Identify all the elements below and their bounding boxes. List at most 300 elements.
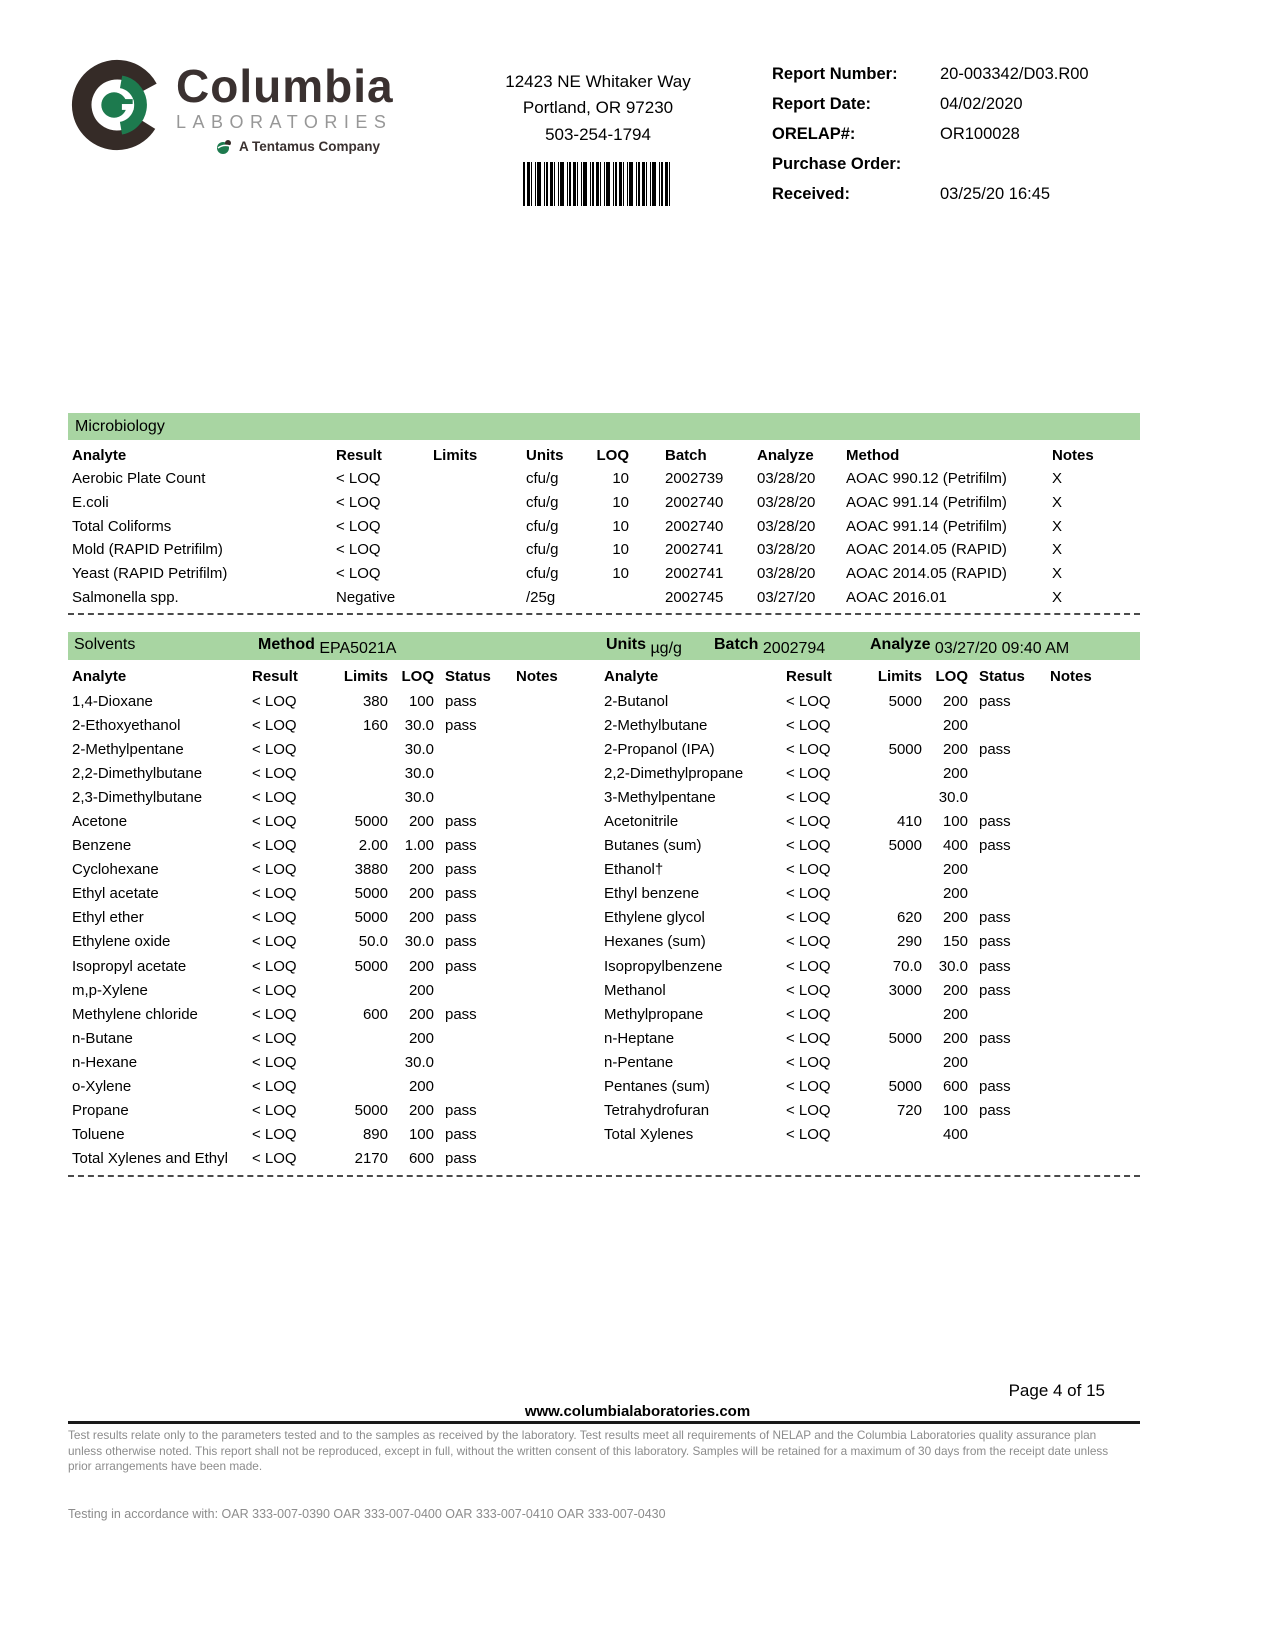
cell-method: AOAC 990.12 (Petrifilm)	[846, 470, 1007, 488]
table-row	[68, 538, 1140, 562]
report-number-value: 20-003342/D03.R00	[940, 65, 1089, 83]
table-row	[68, 834, 600, 858]
cell-result: < LOQ	[786, 764, 831, 782]
cell-analyze: 03/28/20	[757, 494, 816, 512]
table-row	[600, 954, 1140, 978]
cell-result: < LOQ	[786, 813, 831, 831]
table-row	[68, 1075, 600, 1099]
cell-loq: 100	[942, 813, 968, 831]
cell-method: AOAC 991.14 (Petrifilm)	[846, 494, 1007, 512]
cell-loq: 200	[942, 1005, 968, 1023]
cell-notes: X	[1052, 470, 1063, 488]
microbiology-section-title: Microbiology	[68, 413, 1140, 440]
table-row	[600, 1075, 1140, 1099]
cell-limits: 5000	[888, 837, 922, 855]
table-row	[600, 1050, 1140, 1074]
table-row	[68, 930, 600, 954]
cell-limits: 5000	[354, 813, 388, 831]
cell-result: < LOQ	[252, 909, 297, 927]
cell-analyte: Ethyl benzene	[604, 885, 700, 903]
table-row	[600, 809, 1140, 833]
table-row	[600, 834, 1140, 858]
table-row	[68, 737, 600, 761]
cell-result: < LOQ	[252, 1102, 297, 1120]
cell-loq: 100	[408, 1126, 434, 1144]
orelap-value: OR100028	[940, 125, 1020, 143]
table-row	[68, 954, 600, 978]
cell-analyte: 2-Butanol	[604, 692, 669, 710]
cell-analyze: 03/28/20	[757, 470, 816, 488]
col-method: Method	[846, 447, 900, 464]
orelap-label: ORELAP#:	[772, 125, 856, 143]
col-limits: Limits	[343, 668, 388, 685]
cell-loq: 10	[612, 541, 629, 559]
solvents-section-header	[68, 632, 1140, 660]
cell-method: AOAC 991.14 (Petrifilm)	[846, 517, 1007, 535]
cell-status: pass	[445, 1005, 477, 1023]
cell-status: pass	[445, 933, 477, 951]
cell-loq: 10	[612, 517, 629, 535]
analyze-label: Analyze	[870, 636, 931, 653]
cell-batch: 2002740	[665, 517, 724, 535]
cell-analyte: 3-Methylpentane	[604, 788, 716, 806]
cell-analyte: Ethyl ether	[72, 909, 144, 927]
cell-loq: 200	[408, 1005, 434, 1023]
cell-analyte: Tetrahydrofuran	[604, 1102, 710, 1120]
microbiology-header-row	[68, 440, 1140, 467]
logo-name: Columbia	[176, 60, 394, 112]
cell-analyte: Acetonitrile	[604, 813, 679, 831]
col-limits: Limits	[433, 447, 478, 464]
cell-loq: 200	[942, 885, 968, 903]
cell-result: < LOQ	[252, 933, 297, 951]
columbia-logo	[68, 55, 468, 206]
cell-result: < LOQ	[336, 517, 381, 535]
solvents-units	[606, 636, 682, 657]
cell-limits: 2170	[354, 1150, 388, 1168]
table-row	[68, 858, 600, 882]
cell-result: < LOQ	[786, 933, 831, 951]
cell-limits: 290	[896, 933, 922, 951]
cell-analyte: 2-Methylbutane	[604, 716, 708, 734]
method-label: Method	[258, 636, 315, 653]
purchase-order-value	[940, 155, 1140, 176]
col-result: Result	[786, 668, 832, 685]
cell-notes: X	[1052, 494, 1063, 512]
cell-status: pass	[445, 909, 477, 927]
cell-analyte: Total Xylenes	[604, 1126, 694, 1144]
cell-result: < LOQ	[252, 885, 297, 903]
cell-loq: 200	[408, 1029, 434, 1047]
table-row	[600, 1002, 1140, 1026]
cell-method: AOAC 2014.05 (RAPID)	[846, 541, 1007, 559]
report-info	[772, 55, 1140, 206]
solvents-right-rows	[600, 689, 1140, 1147]
cell-analyte: Cyclohexane	[72, 861, 159, 879]
cell-analyte: 2-Ethoxyethanol	[72, 716, 181, 734]
logo-subtitle: LABORATORIES	[176, 112, 393, 132]
table-row	[68, 713, 600, 737]
cell-limits: 5000	[888, 1029, 922, 1047]
cell-result: < LOQ	[252, 1150, 297, 1168]
cell-loq: 200	[408, 1102, 434, 1120]
cell-status: pass	[979, 933, 1011, 951]
cell-analyte: Ethanol†	[604, 861, 664, 879]
cell-analyte: m,p-Xylene	[72, 981, 148, 999]
cell-status: pass	[979, 957, 1011, 975]
table-row	[68, 1123, 600, 1147]
cell-loq: 30.0	[404, 764, 434, 782]
cell-status: pass	[979, 1029, 1011, 1047]
solvents-analyze	[870, 636, 1070, 657]
col-result: Result	[336, 447, 382, 464]
cell-analyte: Pentanes (sum)	[604, 1078, 710, 1096]
units-value: µg/g	[650, 640, 682, 657]
table-row	[68, 906, 600, 930]
table-row	[600, 978, 1140, 1002]
cell-status: pass	[445, 885, 477, 903]
cell-analyte: Ethylene glycol	[604, 909, 705, 927]
cell-analyte: E.coli	[72, 494, 109, 512]
cell-analyte: Butanes (sum)	[604, 837, 702, 855]
table-row	[68, 809, 600, 833]
cell-loq: 200	[942, 740, 968, 758]
cell-limits: 160	[362, 716, 388, 734]
cell-result: < LOQ	[786, 1005, 831, 1023]
website-url: www.columbialaboratories.com	[524, 1403, 751, 1420]
cell-result: < LOQ	[252, 716, 297, 734]
cell-loq: 200	[408, 861, 434, 879]
cell-loq: 30.0	[404, 788, 434, 806]
cell-result: < LOQ	[252, 861, 297, 879]
cell-loq: 400	[942, 837, 968, 855]
cell-loq: 200	[942, 764, 968, 782]
cell-limits: 5000	[888, 1078, 922, 1096]
cell-loq: 200	[942, 909, 968, 927]
cell-loq: 150	[942, 933, 968, 951]
cell-limits: 3000	[888, 981, 922, 999]
footer-accordance: Testing in accordance with: OAR 333-007-0390 OAR 333-007-0400 OAR 333-007-0410 OAR 333-007-0430	[68, 1507, 666, 1521]
cell-analyte: Methanol	[604, 981, 666, 999]
address-line-2: Portland, OR 97230	[522, 98, 674, 118]
cell-loq: 200	[408, 1078, 434, 1096]
cell-result: < LOQ	[336, 541, 381, 559]
batch-value: 2002794	[762, 640, 826, 657]
microbiology-divider	[68, 613, 1140, 615]
cell-loq: 10	[612, 494, 629, 512]
cell-loq: 200	[942, 1053, 968, 1071]
cell-loq: 100	[942, 1102, 968, 1120]
cell-loq: 200	[942, 861, 968, 879]
cell-loq: 200	[942, 981, 968, 999]
cell-units: /25g	[526, 588, 556, 606]
report-date-value: 04/02/2020	[940, 95, 1023, 113]
col-units: Units	[526, 447, 564, 464]
cell-loq: 400	[942, 1126, 968, 1144]
cell-loq: 200	[942, 716, 968, 734]
lab-address	[468, 55, 728, 206]
cell-loq: 200	[408, 909, 434, 927]
cell-loq: 10	[612, 565, 629, 583]
cell-batch: 2002740	[665, 494, 724, 512]
cell-loq: 30.0	[404, 1053, 434, 1071]
cell-method: AOAC 2016.01	[846, 588, 947, 606]
table-row	[68, 1147, 600, 1171]
cell-analyze: 03/28/20	[757, 541, 816, 559]
table-row	[600, 713, 1140, 737]
cell-result: < LOQ	[252, 813, 297, 831]
table-row	[600, 882, 1140, 906]
solvents-columns	[68, 660, 1140, 1171]
cell-limits: 3880	[354, 861, 388, 879]
cell-loq: 30.0	[404, 740, 434, 758]
col-notes: Notes	[1050, 668, 1092, 685]
table-row	[68, 761, 600, 785]
cell-analyte: Ethylene oxide	[72, 933, 171, 951]
table-row	[600, 1123, 1140, 1147]
cell-loq: 200	[408, 885, 434, 903]
solvents-method	[258, 636, 397, 657]
cell-limits: 5000	[354, 885, 388, 903]
cell-analyte: Yeast (RAPID Petrifilm)	[72, 565, 228, 583]
cell-result: < LOQ	[252, 1005, 297, 1023]
cell-loq: 600	[942, 1078, 968, 1096]
report-number-label: Report Number:	[772, 65, 898, 83]
cell-status: pass	[979, 981, 1011, 999]
cell-analyte: Toluene	[72, 1126, 125, 1144]
cell-notes: X	[1052, 588, 1063, 606]
cell-limits: 5000	[354, 1102, 388, 1120]
cell-status: pass	[445, 1102, 477, 1120]
cell-limits: 5000	[888, 740, 922, 758]
cell-analyte: Methylene chloride	[72, 1005, 198, 1023]
batch-label: Batch	[714, 636, 759, 653]
cell-status: pass	[979, 692, 1011, 710]
solvents-left-column	[68, 660, 600, 1171]
cell-analyte: Ethyl acetate	[72, 885, 159, 903]
cell-loq: 30.0	[404, 933, 434, 951]
footer-rule	[68, 1421, 1140, 1424]
cell-units: cfu/g	[526, 494, 559, 512]
cell-status: pass	[445, 957, 477, 975]
microbiology-rows	[68, 467, 1140, 609]
table-row	[68, 882, 600, 906]
cell-result: < LOQ	[786, 909, 831, 927]
cell-analyte: 2-Methylpentane	[72, 740, 184, 758]
table-row	[68, 585, 1140, 609]
cell-method: AOAC 2014.05 (RAPID)	[846, 565, 1007, 583]
barcode	[523, 162, 673, 206]
cell-analyte: n-Pentane	[604, 1053, 674, 1071]
cell-result: < LOQ	[786, 981, 831, 999]
cell-units: cfu/g	[526, 470, 559, 488]
cell-result: < LOQ	[786, 1029, 831, 1047]
table-row	[68, 1050, 600, 1074]
cell-result: < LOQ	[252, 692, 297, 710]
col-analyte: Analyte	[72, 668, 127, 685]
cell-loq: 100	[408, 692, 434, 710]
cell-result: < LOQ	[786, 788, 831, 806]
col-analyte: Analyte	[72, 447, 127, 464]
report-header	[68, 55, 1140, 206]
table-row	[600, 930, 1140, 954]
columbia-logo-icon	[68, 55, 166, 160]
units-label: Units	[606, 636, 646, 653]
cell-result: < LOQ	[786, 885, 831, 903]
cell-limits: 5000	[354, 957, 388, 975]
cell-batch: 2002739	[665, 470, 724, 488]
cell-result: < LOQ	[786, 740, 831, 758]
cell-result: < LOQ	[252, 1078, 297, 1096]
table-row	[600, 1099, 1140, 1123]
cell-result: < LOQ	[786, 1053, 831, 1071]
cell-result: < LOQ	[252, 981, 297, 999]
cell-analyte: Acetone	[72, 813, 128, 831]
cell-loq: 200	[408, 981, 434, 999]
cell-notes: X	[1052, 517, 1063, 535]
logo-tagline	[216, 139, 394, 154]
cell-analyze: 03/28/20	[757, 565, 816, 583]
cell-analyte: Total Xylenes and Ethyl	[72, 1150, 228, 1168]
cell-loq: 1.00	[404, 837, 434, 855]
table-row	[68, 1099, 600, 1123]
cell-result: Negative	[336, 588, 396, 606]
cell-result: < LOQ	[336, 494, 381, 512]
method-value: EPA5021A	[319, 640, 397, 657]
cell-analyte: n-Hexane	[72, 1053, 138, 1071]
cell-result: < LOQ	[786, 861, 831, 879]
cell-result: < LOQ	[786, 692, 831, 710]
table-row	[68, 1002, 600, 1026]
cell-analyze: 03/27/20	[757, 588, 816, 606]
cell-analyte: Mold (RAPID Petrifilm)	[72, 541, 223, 559]
col-analyze: Analyze	[757, 447, 814, 464]
purchase-order-label: Purchase Order:	[772, 155, 902, 173]
cell-analyte: o-Xylene	[72, 1078, 132, 1096]
footer-disclaimer: Test results relate only to the parameters tested and to the samples as received by the laboratory. Test results meet all requirements of NELAP and the Columbia Laboratories quality assurance plan unless otherwise noted. This report shall not be reproduced, except in full, without the written consent of this laboratory. Samples will be retained for a maximum of 30 days from the receipt date unless prior arrangements have been made.	[68, 1428, 1109, 1474]
solvents-batch	[714, 636, 826, 657]
cell-loq: 200	[408, 957, 434, 975]
solvents-right-column	[600, 660, 1140, 1171]
solvents-divider	[68, 1175, 1140, 1177]
cell-result: < LOQ	[252, 837, 297, 855]
cell-analyte: Salmonella spp.	[72, 588, 179, 606]
col-result: Result	[252, 668, 298, 685]
cell-analyte: Hexanes (sum)	[604, 933, 706, 951]
cell-loq: 10	[612, 470, 629, 488]
cell-analyte: Methylpropane	[604, 1005, 704, 1023]
col-analyte: Analyte	[604, 668, 659, 685]
cell-status: pass	[445, 861, 477, 879]
table-row	[600, 1026, 1140, 1050]
cell-status: pass	[445, 813, 477, 831]
cell-status: pass	[445, 716, 477, 734]
col-notes: Notes	[1052, 447, 1094, 464]
table-row	[600, 858, 1140, 882]
cell-result: < LOQ	[336, 470, 381, 488]
col-status: Status	[979, 668, 1025, 685]
received-value: 03/25/20 16:45	[940, 185, 1051, 204]
cell-analyte: 2,2-Dimethylpropane	[604, 764, 744, 782]
cell-analyte: Aerobic Plate Count	[72, 470, 206, 488]
cell-limits: 2.00	[358, 837, 388, 855]
cell-result: < LOQ	[252, 957, 297, 975]
cell-result: < LOQ	[786, 1126, 831, 1144]
cell-result: < LOQ	[252, 788, 297, 806]
table-row	[600, 689, 1140, 713]
cell-limits: 70.0	[892, 957, 922, 975]
cell-status: pass	[979, 837, 1011, 855]
table-row	[68, 562, 1140, 586]
cell-analyte: n-Heptane	[604, 1029, 675, 1047]
cell-batch: 2002741	[665, 541, 724, 559]
cell-status: pass	[979, 909, 1011, 927]
cell-status: pass	[445, 837, 477, 855]
cell-loq: 200	[942, 1029, 968, 1047]
table-row	[68, 467, 1140, 491]
solvents-section	[68, 632, 1140, 1177]
col-status: Status	[445, 668, 491, 685]
table-row	[68, 978, 600, 1002]
table-row	[68, 491, 1140, 515]
cell-analyte: 2,3-Dimethylbutane	[72, 788, 203, 806]
table-row	[68, 514, 1140, 538]
cell-result: < LOQ	[786, 716, 831, 734]
col-notes: Notes	[516, 668, 558, 685]
cell-result: < LOQ	[786, 957, 831, 975]
solvents-section-title: Solvents	[74, 636, 136, 653]
cell-status: pass	[445, 1126, 477, 1144]
col-loq: LOQ	[401, 668, 434, 685]
cell-loq: 600	[408, 1150, 434, 1168]
address-line-3: 503-254-1794	[545, 124, 651, 144]
col-batch: Batch	[665, 447, 707, 464]
analyze-value: 03/27/20 09:40 AM	[934, 640, 1070, 657]
cell-batch: 2002741	[665, 565, 724, 583]
solvents-left-rows	[68, 689, 600, 1171]
table-row	[600, 737, 1140, 761]
col-limits: Limits	[877, 668, 922, 685]
address-line-1: 12423 NE Whitaker Way	[505, 72, 691, 91]
cell-status: pass	[445, 1150, 477, 1168]
cell-result: < LOQ	[252, 740, 297, 758]
received-label: Received:	[772, 185, 850, 204]
table-row	[68, 1026, 600, 1050]
col-loq: LOQ	[596, 447, 629, 464]
cell-units: cfu/g	[526, 541, 559, 559]
cell-limits: 410	[896, 813, 922, 831]
cell-loq: 30.0	[938, 788, 968, 806]
cell-analyte: n-Butane	[72, 1029, 133, 1047]
columbia-logo-text	[176, 55, 394, 154]
tentamus-icon	[216, 139, 233, 154]
cell-status: pass	[979, 1102, 1011, 1120]
cell-status: pass	[979, 1078, 1011, 1096]
cell-limits: 890	[362, 1126, 388, 1144]
cell-analyte: Isopropylbenzene	[604, 957, 723, 975]
col-loq: LOQ	[935, 668, 968, 685]
cell-status: pass	[445, 692, 477, 710]
table-row	[600, 785, 1140, 809]
table-row	[600, 761, 1140, 785]
cell-limits: 620	[896, 909, 922, 927]
cell-analyze: 03/28/20	[757, 517, 816, 535]
cell-loq: 30.0	[938, 957, 968, 975]
cell-units: cfu/g	[526, 517, 559, 535]
solvents-right-header-row	[600, 660, 1140, 689]
table-row	[68, 785, 600, 809]
cell-notes: X	[1052, 541, 1063, 559]
